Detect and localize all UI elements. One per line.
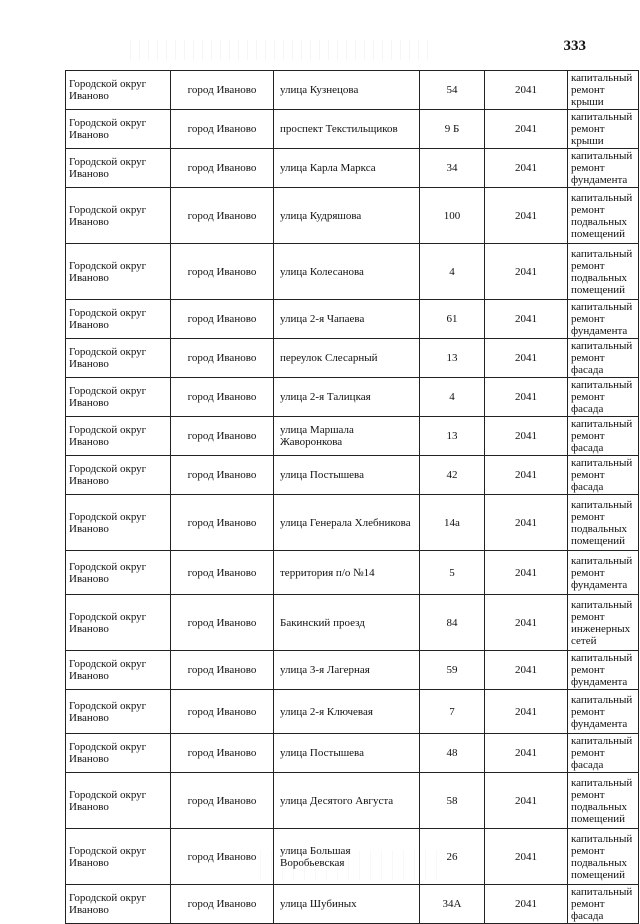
cell-street: улица Кузнецова [274,71,420,110]
cell-work: капитальный ремонт крыши [568,110,639,149]
cell-city: город Иваново [171,551,274,595]
cell-street: улица Колесанова [274,244,420,300]
cell-year: 2041 [485,690,568,734]
cell-year: 2041 [485,773,568,829]
cell-city: город Иваново [171,149,274,188]
cell-district: Городской округ Иваново [66,71,171,110]
cell-house: 9 Б [420,110,485,149]
cell-work: капитальный ремонт фасада [568,378,639,417]
cell-house: 34 [420,149,485,188]
cell-city: город Иваново [171,456,274,495]
repair-table [65,70,639,924]
cell-district: Городской округ Иваново [66,244,171,300]
table-row [66,551,639,595]
cell-city: город Иваново [171,495,274,551]
cell-street: проспект Текстильщиков [274,110,420,149]
cell-city: город Иваново [171,885,274,924]
cell-street: улица 2-я Талицкая [274,378,420,417]
cell-city: город Иваново [171,378,274,417]
cell-work: капитальный ремонт инженерных сетей [568,595,639,651]
cell-work: капитальный ремонт подвальных помещений [568,188,639,244]
cell-year: 2041 [485,417,568,456]
table-row [66,149,639,188]
cell-work: капитальный ремонт фундамента [568,690,639,734]
cell-house: 26 [420,829,485,885]
cell-street: улица Десятого Августа [274,773,420,829]
cell-district: Городской округ Иваново [66,456,171,495]
table-row [66,244,639,300]
cell-city: город Иваново [171,188,274,244]
cell-house: 100 [420,188,485,244]
cell-work: капитальный ремонт подвальных помещений [568,495,639,551]
cell-street: Бакинский проезд [274,595,420,651]
table-body [66,71,639,924]
cell-district: Городской округ Иваново [66,829,171,885]
cell-district: Городской округ Иваново [66,734,171,773]
cell-street: улица 2-я Ключевая [274,690,420,734]
cell-street: улица Карла Маркса [274,149,420,188]
table-row [66,495,639,551]
table-row [66,734,639,773]
cell-city: город Иваново [171,595,274,651]
cell-city: город Иваново [171,300,274,339]
cell-city: город Иваново [171,829,274,885]
cell-district: Городской округ Иваново [66,339,171,378]
cell-year: 2041 [485,551,568,595]
table-row [66,690,639,734]
cell-house: 4 [420,244,485,300]
cell-city: город Иваново [171,110,274,149]
cell-district: Городской округ Иваново [66,378,171,417]
cell-year: 2041 [485,456,568,495]
cell-house: 14а [420,495,485,551]
table-row [66,378,639,417]
cell-street: улица Постышева [274,456,420,495]
table-row [66,417,639,456]
cell-house: 7 [420,690,485,734]
cell-district: Городской округ Иваново [66,188,171,244]
cell-work: капитальный ремонт крыши [568,71,639,110]
cell-district: Городской округ Иваново [66,417,171,456]
cell-city: город Иваново [171,773,274,829]
cell-city: город Иваново [171,734,274,773]
cell-year: 2041 [485,734,568,773]
cell-work: капитальный ремонт фундамента [568,551,639,595]
cell-district: Городской округ Иваново [66,595,171,651]
cell-year: 2041 [485,378,568,417]
cell-district: Городской округ Иваново [66,651,171,690]
cell-street: улица Постышева [274,734,420,773]
cell-street: улица 3-я Лагерная [274,651,420,690]
cell-house: 4 [420,378,485,417]
cell-city: город Иваново [171,690,274,734]
cell-street: улица Маршала Жаворонкова [274,417,420,456]
cell-year: 2041 [485,829,568,885]
scan-noise-bottom [260,850,440,880]
cell-year: 2041 [485,595,568,651]
cell-district: Городской округ Иваново [66,773,171,829]
scan-noise-top [130,40,430,60]
cell-city: город Иваново [171,651,274,690]
table-row [66,110,639,149]
cell-year: 2041 [485,300,568,339]
cell-house: 84 [420,595,485,651]
cell-year: 2041 [485,651,568,690]
cell-house: 61 [420,300,485,339]
cell-house: 59 [420,651,485,690]
cell-district: Городской округ Иваново [66,149,171,188]
cell-house: 13 [420,417,485,456]
page-number: 333 [563,38,586,54]
cell-district: Городской округ Иваново [66,690,171,734]
cell-street: улица 2-я Чапаева [274,300,420,339]
cell-house: 58 [420,773,485,829]
cell-street: улица Шубиных [274,885,420,924]
cell-work: капитальный ремонт подвальных помещений [568,829,639,885]
table-row [66,651,639,690]
cell-work: капитальный ремонт фасада [568,885,639,924]
cell-city: город Иваново [171,339,274,378]
cell-work: капитальный ремонт фасада [568,417,639,456]
cell-year: 2041 [485,71,568,110]
cell-year: 2041 [485,339,568,378]
cell-district: Городской округ Иваново [66,495,171,551]
table-row [66,300,639,339]
cell-house: 5 [420,551,485,595]
table-row [66,188,639,244]
cell-street: переулок Слесарный [274,339,420,378]
cell-district: Городской округ Иваново [66,110,171,149]
table-row [66,71,639,110]
table-row [66,456,639,495]
cell-year: 2041 [485,110,568,149]
cell-house: 54 [420,71,485,110]
cell-house: 48 [420,734,485,773]
cell-work: капитальный ремонт фасада [568,456,639,495]
cell-city: город Иваново [171,417,274,456]
cell-house: 42 [420,456,485,495]
cell-year: 2041 [485,149,568,188]
cell-street: улица Кудряшова [274,188,420,244]
cell-year: 2041 [485,188,568,244]
cell-city: город Иваново [171,244,274,300]
cell-work: капитальный ремонт фасада [568,734,639,773]
cell-work: капитальный ремонт подвальных помещений [568,773,639,829]
cell-house: 34А [420,885,485,924]
cell-work: капитальный ремонт фасада [568,339,639,378]
cell-district: Городской округ Иваново [66,551,171,595]
cell-street: улица Генерала Хлебникова [274,495,420,551]
table-row [66,773,639,829]
cell-street: территория п/о №14 [274,551,420,595]
cell-work: капитальный ремонт подвальных помещений [568,244,639,300]
cell-city: город Иваново [171,71,274,110]
cell-work: капитальный ремонт фундамента [568,300,639,339]
cell-district: Городской округ Иваново [66,885,171,924]
cell-work: капитальный ремонт фундамента [568,651,639,690]
cell-year: 2041 [485,885,568,924]
table-row [66,885,639,924]
table-row [66,595,639,651]
cell-work: капитальный ремонт фундамента [568,149,639,188]
cell-district: Городской округ Иваново [66,300,171,339]
cell-year: 2041 [485,495,568,551]
table-row [66,339,639,378]
cell-street: улица Большая Воробьевская [274,829,420,885]
cell-year: 2041 [485,244,568,300]
cell-house: 13 [420,339,485,378]
